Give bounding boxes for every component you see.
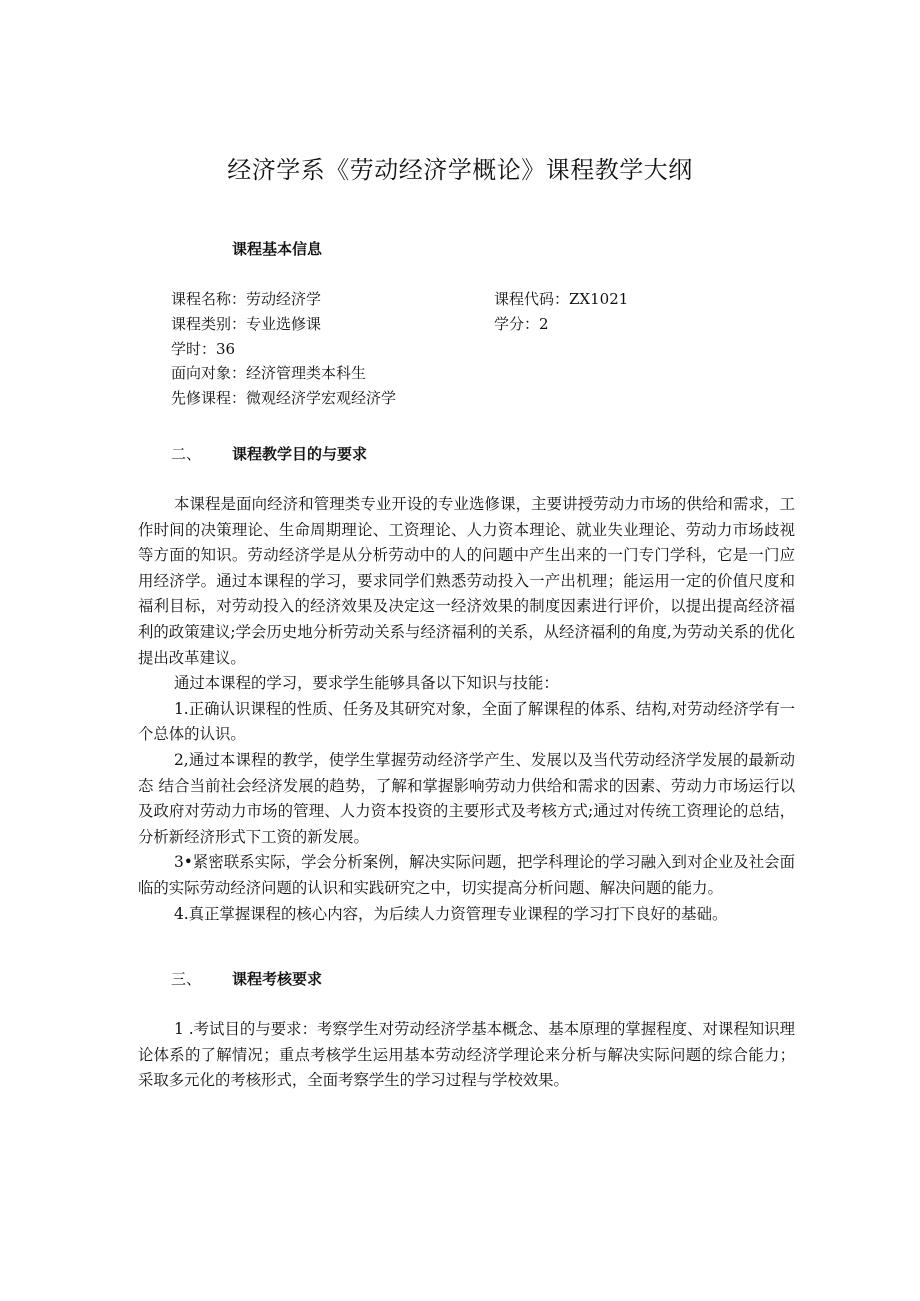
course-code: 课程代码：ZX1021 (494, 290, 629, 308)
section-heading-basic-info: 课程基本信息 (232, 240, 323, 258)
objective-item-3: 3•紧密联系实际，学会分析案例，解决实际问题，把学科理论的学习融入到对企业及社会面临的实际劳动经济问题的认识和实践研究之中，切实提高分析问题、解决问题的能力。 (138, 853, 795, 897)
section2-body (138, 492, 795, 927)
course-audience: 面向对象：经济管理类本科生 (171, 364, 367, 382)
section-number-3: 三、 (171, 970, 202, 988)
assessment-item-1: 1 .考试目的与要求：考察学生对劳动经济学基本概念、基本原理的掌握程度、对课程知识理论体系的了解情况；重点考核学生运用基本劳动经济学理论来分析与解决实际问题的综合能力；采取多元化的考核形式，全面考察学生的学习过程与学校效果。 (138, 1020, 795, 1090)
section-number-2: 二、 (171, 445, 202, 463)
document-title: 经济学系《劳动经济学概论》课程教学大纲 (227, 156, 693, 184)
objectives-paragraph: 本课程是面向经济和管理类专业开设的专业选修课，主要讲授劳动力市场的供给和需求，工作时间的决策理论、生命周期理论、工资理论、人力资本理论、就业失业理论、劳动力市场歧视等方面的知识。劳动经济学是从分析劳动中的人的问题中产生出来的一门专门学科，它是一门应用经济学。通过本课程的学习，要求同学们熟悉劳动投入一产出机理；能运用一定的价值尺度和福利目标，对劳动投入的经济效果及决定这一经济效果的制度因素进行评价，以提出提高经济福利的政策建议;学会历史地分析劳动关系与经济福利的关系，从经济福利的角度,为劳动关系的优化提出改革建议。 (138, 495, 795, 667)
course-hours: 学时：36 (171, 340, 236, 358)
course-prerequisites: 先修课程：微观经济学宏观经济学 (171, 389, 397, 407)
course-credits: 学分：2 (494, 315, 549, 333)
objective-item-4: 4.真正掌握课程的核心内容，为后续人力资管理专业课程的学习打下良好的基础。 (174, 904, 728, 923)
course-type: 课程类别：专业选修课 (171, 315, 322, 333)
objective-item-2: 2,通过本课程的教学，使学生掌握劳动经济学产生、发展以及当代劳动经济学发展的最新动态 结合当前社会经济发展的趋势，了解和掌握影响劳动力供给和需求的因素、劳动力市场运行以及政府对劳动力市场的管理、人力资本投资的主要形式及考核方式;通过对传统工资理论的总结，分析新经济形式下工资的新发展。 (138, 750, 795, 846)
section-heading-assessment: 课程考核要求 (232, 970, 323, 988)
section-heading-objectives: 课程教学目的与要求 (232, 445, 368, 463)
skills-intro: 通过本课程的学习，要求学生能够具备以下知识与技能： (174, 674, 559, 693)
course-name: 课程名称：劳动经济学 (171, 290, 322, 308)
objective-item-1: 1.正确认识课程的性质、任务及其研究对象，全面了解课程的体系、结构,对劳动经济学有一个总体的认识。 (138, 699, 795, 744)
section3-body (138, 1017, 795, 1094)
